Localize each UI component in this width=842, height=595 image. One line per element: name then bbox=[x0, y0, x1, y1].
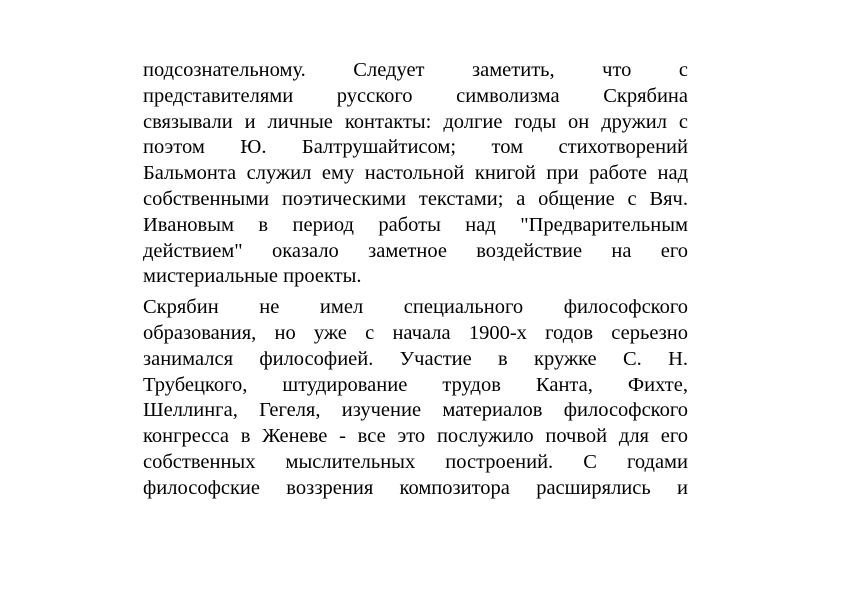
text-line: Трубецкого, штудирование трудов Канта, Фихте, bbox=[143, 373, 688, 396]
text-line: мистериальные проекты. bbox=[143, 265, 362, 288]
text-line: действием" оказало заметное воздействие на его bbox=[143, 239, 688, 262]
body-text bbox=[143, 58, 688, 502]
text-line: образования, но уже с начала 1900-х годов серьезно bbox=[143, 321, 688, 344]
text-line: собственными поэтическими текстами; а общение с Вяч. bbox=[143, 187, 688, 210]
text-line: подсознательному. Следует заметить, что с bbox=[143, 59, 688, 81]
text-line: представителями русского символизма Скрябина bbox=[143, 84, 688, 107]
text-line: Скрябин не имел специального философского bbox=[143, 296, 688, 319]
text-line: собственных мыслительных построений. С годами bbox=[143, 450, 688, 473]
paragraph-2 bbox=[143, 295, 688, 501]
text-line: поэтом Ю. Балтрушайтисом; том стихотворений bbox=[143, 136, 688, 159]
text-line: занимался философией. Участие в кружке С. Н. bbox=[143, 347, 688, 370]
text-line: связывали и личные контакты: долгие годы он дружил с bbox=[143, 110, 688, 133]
text-line: Шеллинга, Гегеля, изучение материалов философского bbox=[143, 399, 688, 422]
paragraph-1 bbox=[143, 58, 688, 290]
text-line: Ивановым в период работы над "Предварительным bbox=[143, 213, 688, 236]
text-line: конгресса в Женеве - все это послужило почвой для его bbox=[143, 425, 688, 448]
text-line: философские воззрения композитора расширялись и bbox=[143, 476, 688, 499]
text-line: Бальмонта служил ему настольной книгой при работе над bbox=[143, 162, 688, 185]
